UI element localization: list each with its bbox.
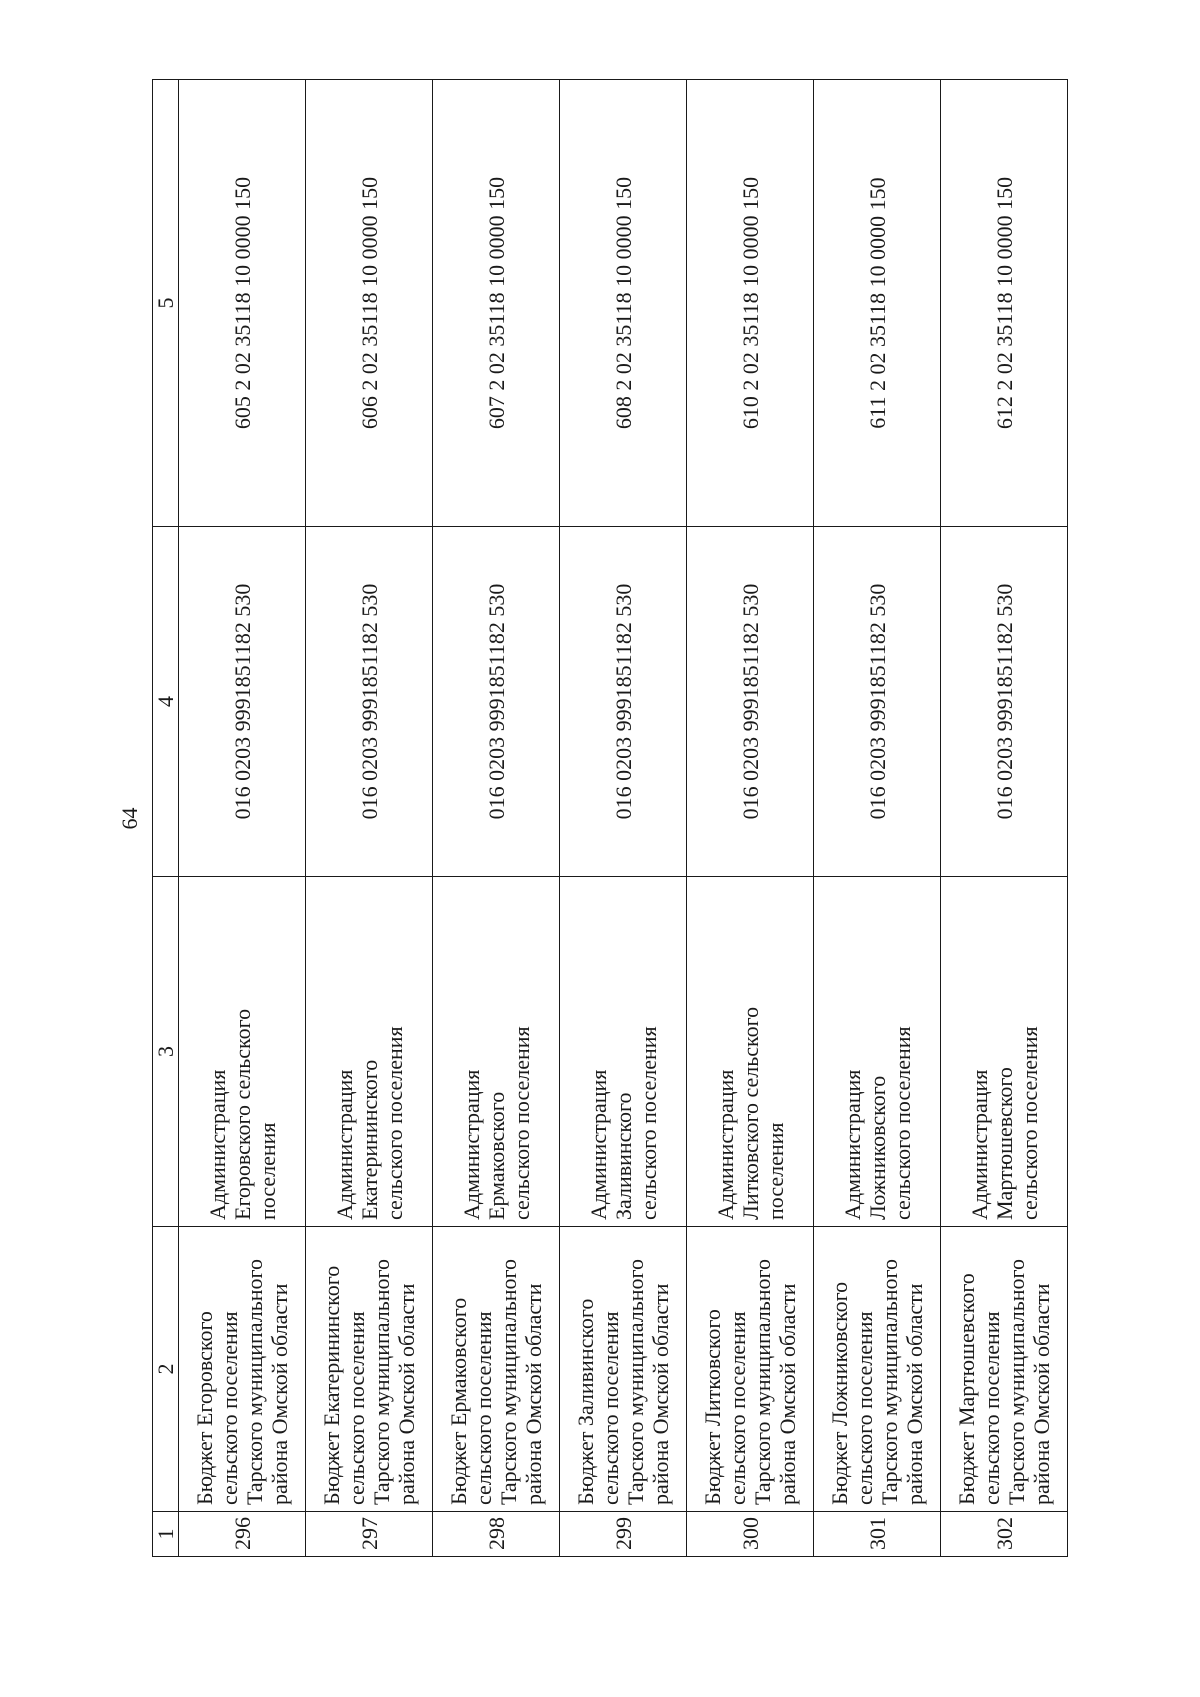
administration-line: Литковского сельского	[737, 1006, 763, 1220]
budget-name-line: Тарского муниципального	[1004, 1259, 1029, 1505]
row-number: 300	[687, 1512, 814, 1557]
expense-code: 016 0203 9991851182 530	[179, 527, 306, 877]
administration-line: сельского поселения	[635, 1026, 661, 1220]
expense-code: 016 0203 9991851182 530	[306, 527, 433, 877]
revenue-code: 611 2 02 35118 10 0000 150	[814, 80, 941, 527]
expense-code: 016 0203 9991851182 530	[433, 527, 560, 877]
table-row	[433, 80, 560, 1557]
budget-name-line: района Омской области	[394, 1283, 419, 1505]
table-row	[814, 80, 941, 1557]
administration-line: сельского поселения	[508, 1026, 534, 1220]
budget-table	[152, 79, 1068, 1557]
row-number: 299	[560, 1512, 687, 1557]
header-col-3: 3	[153, 877, 179, 1227]
budget-name-line: Тарского муниципального	[877, 1259, 902, 1505]
expense-code: 016 0203 9991851182 530	[941, 527, 1068, 877]
administration-cell	[433, 877, 560, 1227]
administration-line: Администрация	[839, 1069, 865, 1220]
revenue-code: 607 2 02 35118 10 0000 150	[433, 80, 560, 527]
budget-name-line: Бюджет Литковского	[700, 1309, 725, 1505]
budget-name-line: Тарского муниципального	[496, 1259, 521, 1505]
header-col-2: 2	[153, 1227, 179, 1512]
budget-name-line: Тарского муниципального	[623, 1259, 648, 1505]
administration-line: сельского поселения	[381, 1026, 407, 1220]
budget-name-line: сельского поселения	[725, 1311, 750, 1505]
administration-line: поселения	[254, 1122, 280, 1220]
administration-line: Администрация	[458, 1069, 484, 1220]
budget-name-cell	[687, 1227, 814, 1512]
revenue-code: 612 2 02 35118 10 0000 150	[941, 80, 1068, 527]
administration-line: Администрация	[331, 1069, 357, 1220]
header-col-4: 4	[153, 527, 179, 877]
administration-line: сельского поселения	[1016, 1026, 1042, 1220]
administration-cell	[814, 877, 941, 1227]
budget-name-line: сельского поселения	[217, 1311, 242, 1505]
table-body	[179, 80, 1068, 1557]
budget-name-line: района Омской области	[267, 1283, 292, 1505]
expense-code: 016 0203 9991851182 530	[814, 527, 941, 877]
administration-line: Администрация	[966, 1069, 992, 1220]
revenue-code: 610 2 02 35118 10 0000 150	[687, 80, 814, 527]
row-number: 297	[306, 1512, 433, 1557]
revenue-code: 608 2 02 35118 10 0000 150	[560, 80, 687, 527]
expense-code: 016 0203 9991851182 530	[687, 527, 814, 877]
header-col-5: 5	[153, 80, 179, 527]
budget-name-line: района Омской области	[775, 1283, 800, 1505]
budget-name-line: Бюджет Ложниковского	[827, 1281, 852, 1505]
budget-name-line: Бюджет Мартюшевского	[954, 1273, 979, 1505]
administration-line: Заливинского	[610, 1092, 636, 1220]
budget-name-cell	[306, 1227, 433, 1512]
budget-name-line: Тарского муниципального	[750, 1259, 775, 1505]
table-row	[560, 80, 687, 1557]
revenue-code: 606 2 02 35118 10 0000 150	[306, 80, 433, 527]
revenue-code: 605 2 02 35118 10 0000 150	[179, 80, 306, 527]
header-col-1: 1	[153, 1512, 179, 1557]
administration-line: Екатерининского	[356, 1059, 382, 1220]
administration-cell	[306, 877, 433, 1227]
budget-name-line: района Омской области	[521, 1283, 546, 1505]
administration-cell	[179, 877, 306, 1227]
budget-name-line: района Омской области	[1029, 1283, 1054, 1505]
rotated-page-content	[110, 80, 1068, 1557]
budget-name-line: Тарского муниципального	[242, 1259, 267, 1505]
budget-name-line: сельского поселения	[471, 1311, 496, 1505]
table-row	[687, 80, 814, 1557]
budget-name-line: сельского поселения	[598, 1311, 623, 1505]
administration-line: Егоровского сельского	[229, 1008, 255, 1220]
administration-line: сельского поселения	[889, 1026, 915, 1220]
administration-line: Мартюшевского	[991, 1067, 1017, 1220]
budget-name-line: Бюджет Заливинского	[573, 1298, 598, 1505]
budget-name-line: Бюджет Екатерининского	[319, 1265, 344, 1505]
administration-line: поселения	[762, 1122, 788, 1220]
budget-name-line: Бюджет Егоровского	[192, 1311, 217, 1505]
budget-name-line: сельского поселения	[852, 1311, 877, 1505]
administration-line: Администрация	[204, 1069, 230, 1220]
table-row	[306, 80, 433, 1557]
budget-name-cell	[433, 1227, 560, 1512]
administration-cell	[687, 877, 814, 1227]
administration-line: Ермаковского	[483, 1091, 509, 1220]
table-row	[941, 80, 1068, 1557]
budget-name-cell	[814, 1227, 941, 1512]
administration-cell	[941, 877, 1068, 1227]
row-number: 301	[814, 1512, 941, 1557]
row-number: 296	[179, 1512, 306, 1557]
row-number: 298	[433, 1512, 560, 1557]
budget-name-line: Бюджет Ермаковского	[446, 1297, 471, 1505]
page-number: 64	[117, 807, 142, 830]
header-row	[153, 80, 179, 1557]
table-row	[179, 80, 306, 1557]
budget-name-line: сельского поселения	[979, 1311, 1004, 1505]
expense-code: 016 0203 9991851182 530	[560, 527, 687, 877]
budget-name-cell	[941, 1227, 1068, 1512]
row-number: 302	[941, 1512, 1068, 1557]
administration-line: Администрация	[712, 1069, 738, 1220]
budget-name-line: района Омской области	[648, 1283, 673, 1505]
administration-cell	[560, 877, 687, 1227]
budget-name-line: Тарского муниципального	[369, 1259, 394, 1505]
budget-name-line: сельского поселения	[344, 1311, 369, 1505]
budget-name-line: района Омской области	[902, 1283, 927, 1505]
administration-line: Администрация	[585, 1069, 611, 1220]
administration-line: Ложниковского	[864, 1075, 890, 1220]
budget-name-cell	[179, 1227, 306, 1512]
budget-name-cell	[560, 1227, 687, 1512]
